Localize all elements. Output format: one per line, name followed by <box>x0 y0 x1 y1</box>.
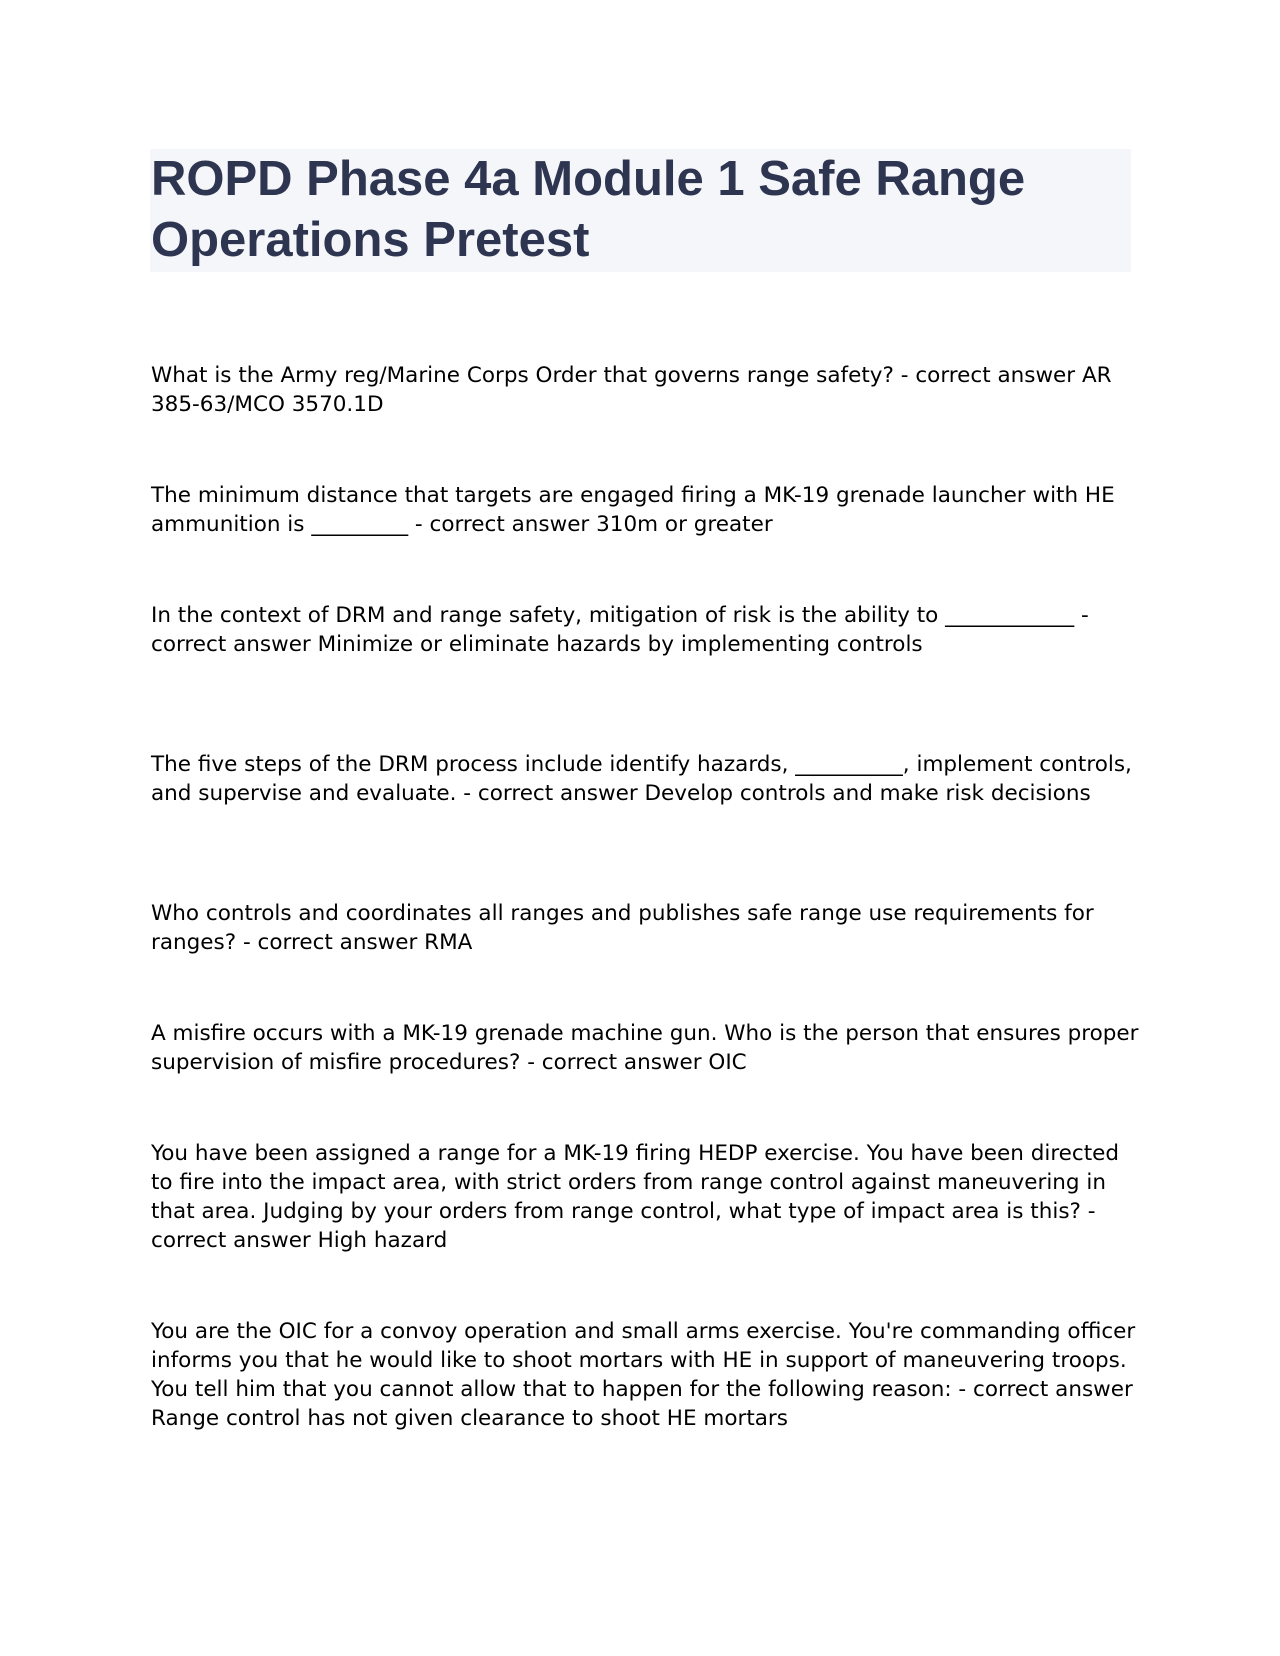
question-answer-5: Who controls and coordinates all ranges and publishes safe range use requirements for ranges? - correct answer RMA <box>151 901 1094 955</box>
question-answer-6: A misfire occurs with a MK-19 grenade machine gun. Who is the person that ensures proper supervision of misfire procedures? - correct answer OIC <box>151 1021 1139 1075</box>
question-answer-3: In the context of DRM and range safety, mitigation of risk is the ability to ____________ - correct answer Minimize or eliminate hazards by implementing controls <box>151 603 1089 657</box>
document-title: ROPD Phase 4a Module 1 Safe Range Operations Pretest <box>151 152 1026 267</box>
question-answer-1: What is the Army reg/Marine Corps Order that governs range safety? - correct answer AR 385-63/MCO 3570.1D <box>151 363 1112 417</box>
question-answer-8: You are the OIC for a convoy operation and small arms exercise. You're commanding officer informs you that he would like to shoot mortars with HE in support of maneuvering troops. You tell him that you cannot allow that to happen for the following reason: - correct answer Range control has not given clearance to shoot HE mortars <box>151 1319 1136 1431</box>
question-answer-2: The minimum distance that targets are engaged firing a MK-19 grenade launcher with HE ammunition is _________ - correct answer 310m or greater <box>151 483 1115 537</box>
question-answer-7: You have been assigned a range for a MK-19 firing HEDP exercise. You have been directed to fire into the impact area, with strict orders from range control against maneuvering in that area. Judging by your orders from range control, what type of impact area is this? - correct answer High hazard <box>151 1141 1120 1253</box>
question-answer-4: The five steps of the DRM process include identify hazards, __________, implement controls, and supervise and evaluate. - correct answer Develop controls and make risk decisions <box>151 752 1132 806</box>
